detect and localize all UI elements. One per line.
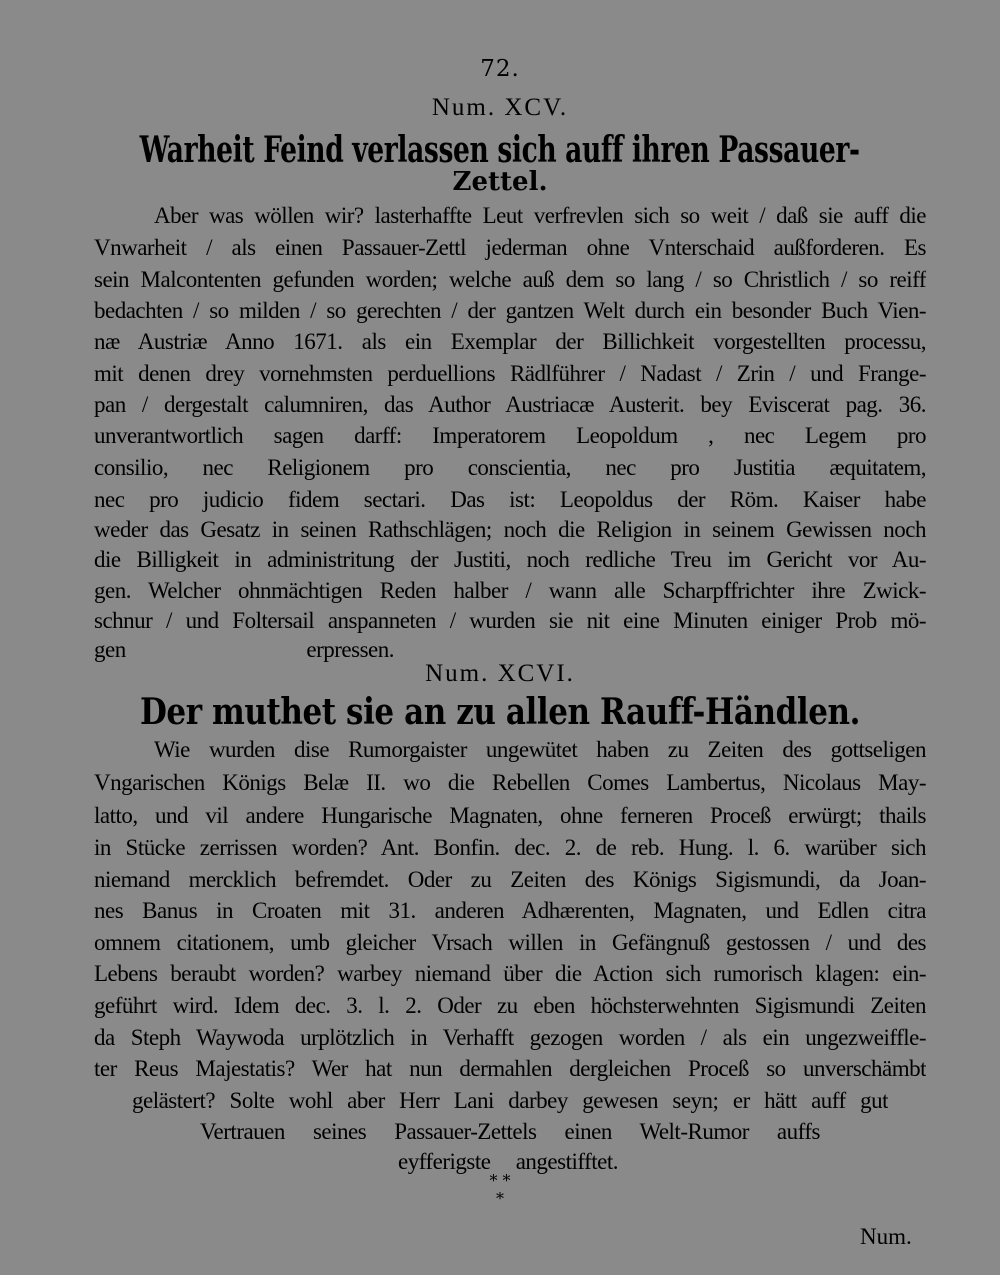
text-line: unverantwortlich sagen darff: Imperatorem Leopoldum , nec Legem pro (94, 424, 926, 448)
text-line: weder das Gesatz in seinen Rathschlägen; noch die Religion in seinem Gewissen noch (94, 518, 926, 542)
text-line: gelästert? Solte wohl aber Herr Lani darbey gewesen seyn; er hätt auff gut (132, 1089, 888, 1113)
text-line: geführt wird. Idem dec. 3. l. 2. Oder zu eben höchsterwehnten Sigismundi Zeiten (94, 994, 926, 1018)
text-line: nec pro judicio fidem sectari. Das ist: Leopoldus der Röm. Kaiser habe (94, 488, 926, 512)
text-line: in Stücke zerrissen worden? Ant. Bonfin. dec. 2. de reb. Hung. l. 6. warüber sich (94, 836, 926, 860)
page-number: 72. (480, 56, 520, 82)
text-line: nes Banus in Croaten mit 31. anderen Adhærenten, Magnaten, und Edlen citra (94, 899, 926, 923)
text-line: mit denen drey vornehmsten perduellions Rädlführer / Nadast / Zrin / und Frange- (94, 362, 926, 386)
text-line: sein Malcontenten gefunden worden; welche auß dem so lang / so Christlich / so reiff (94, 268, 926, 292)
ornament-text: * * * (489, 1171, 511, 1208)
text-line: niemand mercklich befremdet. Oder zu Zeiten des Königs Sigismundi, da Joan- (94, 868, 926, 892)
text-line: Lebens beraubt worden? warbey niemand über die Action sich rumorisch klagen: ein- (94, 962, 926, 986)
text-line: die Billigkeit in administritung der Justiti, noch redliche Treu im Gericht vor Au- (94, 548, 926, 572)
text-line: Wie wurden dise Rumorgaister ungewütet haben zu Zeiten des gottseligen (154, 738, 926, 762)
text-line: latto, und vil andere Hungarische Magnaten, ohne ferneren Proceß erwürgt; thails (94, 804, 926, 828)
section-title-continuation: Zettel. (452, 167, 548, 197)
section-title: Warheit Feind verlassen sich auff ihren Passauer- (140, 129, 860, 171)
ornament-asterisks (0, 1172, 1000, 1207)
text-line: Vngarischen Königs Belæ II. wo die Rebellen Comes Lambertus, Nicolaus May- (94, 771, 926, 795)
text-line: Vnwarheit / als einen Passauer-Zettl jederman ohne Vnterschaid außforderen. Es (94, 236, 926, 260)
catchword: Num. (860, 1224, 912, 1249)
text-line: Vertrauen seines Passauer-Zettels einen Welt-Rumor auffs (200, 1120, 820, 1144)
text-line: consilio, nec Religionem pro conscientia, nec pro Justitia æquitatem, (94, 456, 926, 480)
text-line: gen erpressen. (94, 638, 394, 662)
text-line: schnur / und Foltersail anspanneten / wurden sie nit eine Minuten einiger Prob mö- (94, 609, 926, 633)
text-line: bedachten / so milden / so gerechten / der gantzen Welt durch ein besonder Buch Vien- (94, 299, 926, 323)
text-line: Aber was wöllen wir? lasterhaffte Leut verfrevlen sich so weit / daß sie auff die (154, 204, 926, 228)
text-line: gen. Welcher ohnmächtigen Reden halber / wann alle Scharpffrichter ihre Zwick- (94, 579, 926, 603)
text-line: omnem citationem, umb gleicher Vrsach willen in Gefängnuß gestossen / und des (94, 931, 926, 955)
section-title: Der muthet sie an zu allen Rauff-Händlen. (139, 691, 861, 733)
section-number-heading: Num. XCV. (431, 94, 569, 121)
section-number-heading: Num. XCVI. (425, 660, 575, 687)
text-line: ter Reus Majestatis? Wer hat nun dermahlen dergleichen Proceß so unverschämbt (94, 1057, 926, 1081)
text-line: da Steph Waywoda urplötzlich in Verhafft gezogen worden / als ein ungezweiffle- (94, 1026, 926, 1050)
text-line: pan / dergestalt calumniren, das Author Austriacæ Austerit. bey Eviscerat pag. 36. (94, 393, 926, 417)
text-line: eyfferigste angestifftet. (398, 1150, 618, 1174)
text-line: næ Austriæ Anno 1671. als ein Exemplar der Billichkeit vorgestellten processu, (94, 330, 926, 354)
